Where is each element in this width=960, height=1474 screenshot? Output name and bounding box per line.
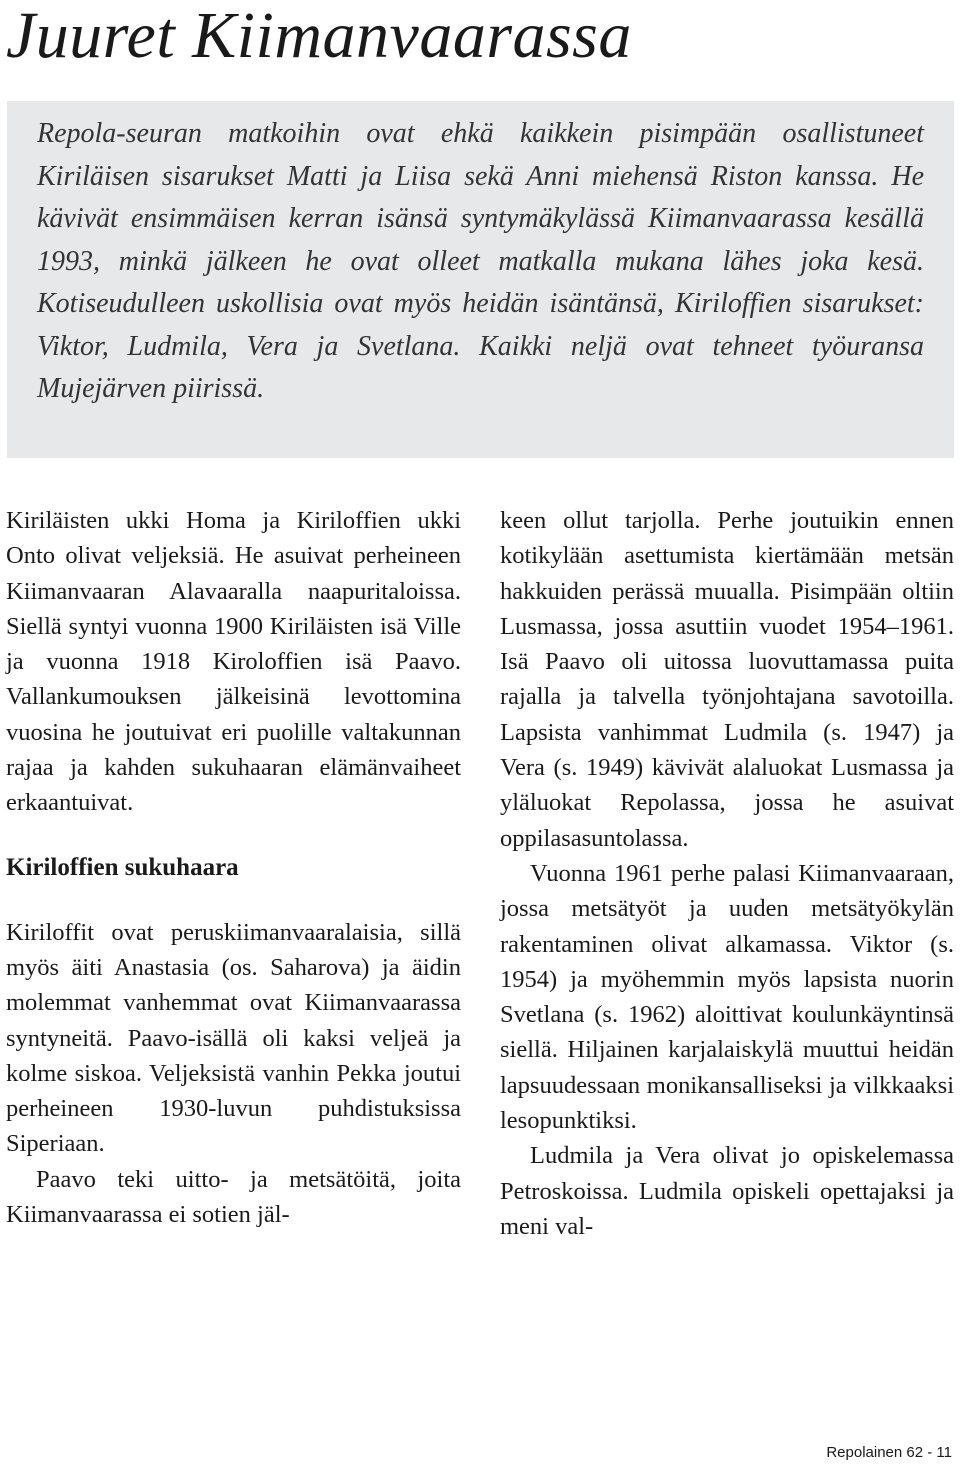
body-paragraph: Kiriloffit ovat peruskiimanvaaralaisia, sillä myös äiti Anastasia (os. Saharova) ja äidin molemmat vanhemmat ovat Kiimanvaarassa syntyneitä. Paavo-isällä oli kaksi veljeä ja kolme siskoa. Veljeksistä vanhin Pekka joutui perheineen 1930-luvun puhdistuksissa Siperiaan. [6, 918, 461, 1158]
lead-box [7, 101, 954, 458]
article-title: Juuret Kiimanvaarassa [6, 0, 632, 72]
body-paragraph: Vuonna 1961 perhe palasi Kiimanvaaraan, jossa metsätyöt ja uuden metsätyökylän rakentaminen olivat alkamassa. Viktor (s. 1954) ja myöhemmin myös lapsista nuorin Svetlana (s. 1962) aloittivat koulunkäyntinsä siellä. Hiljainen karjalaiskylä muuttui heidän lapsuudessaan monikansalliseksi ja vilkkaaksi lesopunktiksi. [500, 859, 954, 1135]
body-paragraph: Ludmila ja Vera olivat jo opiskelemassa Petroskoissa. Ludmila opiskeli opettajaksi ja meni val- [500, 1142, 954, 1240]
left-column [6, 503, 461, 1232]
right-column [500, 503, 954, 1244]
section-heading: Kiriloffien sukuhaara [6, 853, 239, 881]
lead-paragraph: Repola-seuran matkoihin ovat ehkä kaikkein pisimpään osallistuneet Kiriläisen sisarukset Matti ja Liisa sekä Anni miehensä Riston kanssa. He kävivät ensimmäisen kerran isänsä syntymäkylässä Kiimanvaarassa kesällä 1993, minkä jälkeen he ovat olleet matkalla mukana lähes joka kesä. Kotiseudulleen uskollisia ovat myös heidän isäntänsä, Kiriloffien sisarukset: Viktor, Ludmila, Vera ja Svetlana. Kaikki neljä ovat tehneet työuransa Mujejärven piirissä. [37, 118, 924, 404]
body-paragraph: Kiriläisten ukki Homa ja Kiriloffien ukki Onto olivat veljeksiä. He asuivat perheineen Kiimanvaaran Alavaaralla naapuritaloissa. Siellä syntyi vuonna 1900 Kiriläisten isä Ville ja vuonna 1918 Kiroloffien isä Paavo. Vallankumouksen jälkeisinä levottomina vuosina he joutuivat eri puolille valtakunnan rajaa ja kahden sukuhaaran elämänvaiheet erkaantuivat. [6, 507, 461, 817]
page-footer: Repolainen 62 - 11 [826, 1444, 952, 1461]
body-paragraph: keen ollut tarjolla. Perhe joutuikin ennen kotikylään asettumista kiertämään metsän hakkuiden perässä muualla. Pisimpään oltiin Lusmassa, jossa asuttiin vuodet 1954–1961. Isä Paavo oli uitossa luovuttamassa puita rajalla ja talvella työnjohtajana savotoilla. Lapsista vanhimmat Ludmila (s. 1947) ja Vera (s. 1949) kävivät alaluokat Lusmassa ja yläluokat Repolassa, jossa he asuivat oppilasasuntolassa. [500, 507, 954, 852]
body-paragraph: Paavo teki uitto- ja metsätöitä, joita Kiimanvaarassa ei sotien jäl- [6, 1165, 461, 1229]
